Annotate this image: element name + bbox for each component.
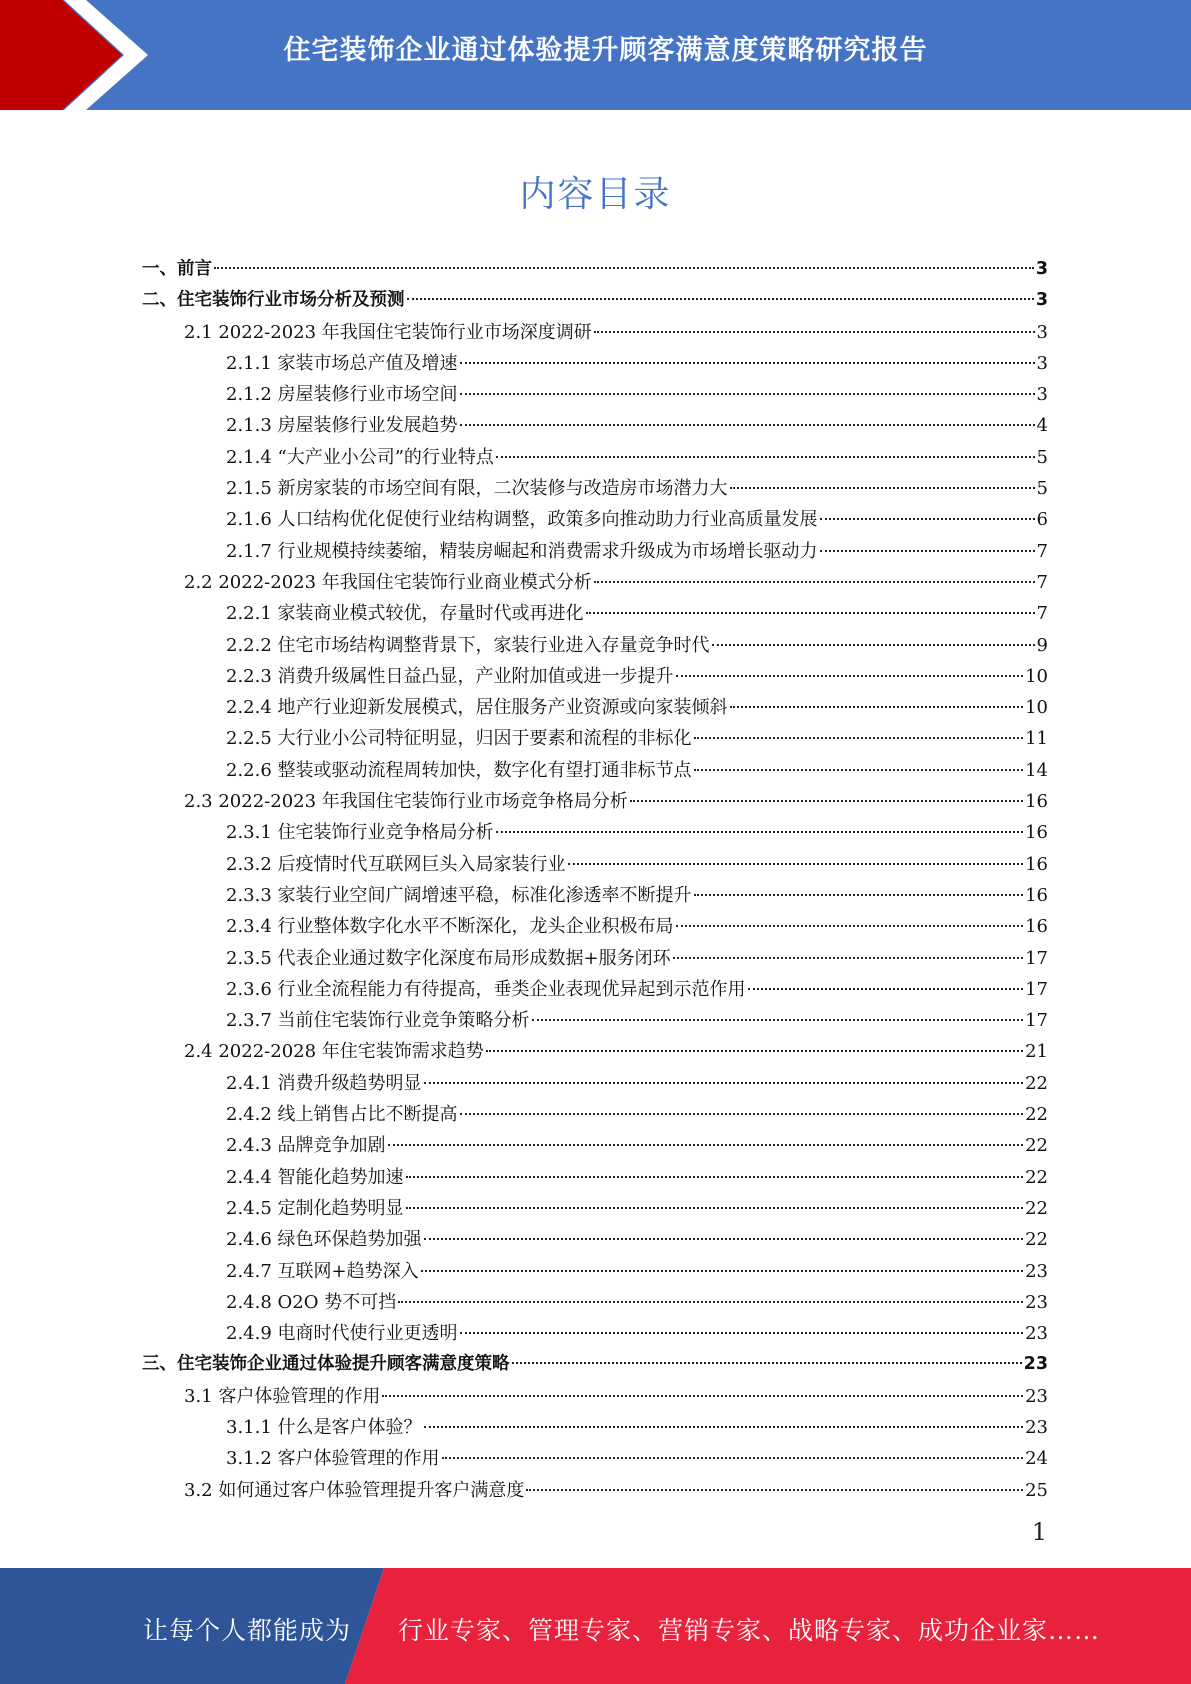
toc-entry[interactable] (142, 473, 1048, 504)
toc-entry[interactable] (142, 1099, 1048, 1130)
toc-dot-leader (460, 393, 1035, 395)
toc-entry-title: 三、住宅装饰企业通过体验提升顾客满意度策略 (142, 1354, 510, 1375)
toc-entry[interactable] (142, 630, 1048, 661)
toc-entry[interactable] (142, 379, 1048, 410)
toc-entry-page: 9 (1036, 634, 1048, 656)
toc-entry[interactable] (142, 504, 1048, 535)
toc-entry[interactable] (142, 1412, 1048, 1443)
toc-entry-title: 2.1.4 “大产业小公司”的行业特点 (226, 446, 494, 468)
toc-entry-page: 16 (1025, 822, 1048, 844)
toc-dot-leader (496, 831, 1024, 833)
toc-heading: 内容目录 (519, 174, 672, 215)
toc-dot-leader (586, 612, 1035, 614)
toc-entry-title: 2.1.3 房屋装修行业发展趋势 (226, 415, 458, 437)
toc-entry[interactable] (142, 817, 1048, 848)
toc-entry[interactable] (142, 661, 1048, 692)
toc-entry[interactable] (142, 1381, 1048, 1412)
footer-slogan-right: 行业专家、管理专家、营销专家、战略专家、成功企业家…… (398, 1616, 1101, 1645)
toc-entry[interactable] (142, 723, 1048, 754)
toc-entry-title: 2.3.6 行业全流程能力有待提高，垂类企业表现优异起到示范作用 (226, 978, 746, 1000)
toc-entry-title: 2.4 2022-2028 年住宅装饰需求趋势 (184, 1041, 484, 1063)
toc-entry-page: 22 (1025, 1197, 1048, 1219)
toc-entry-page: 16 (1025, 884, 1048, 906)
toc-dot-leader (486, 1050, 1023, 1052)
toc-entry-title: 2.4.2 线上销售占比不断提高 (226, 1104, 458, 1126)
toc-dot-leader (406, 1207, 1024, 1209)
toc-entry-page: 23 (1025, 1323, 1048, 1345)
toc-entry-page: 22 (1025, 1135, 1048, 1157)
toc-entry-page: 11 (1025, 728, 1048, 750)
toc-entry-title: 2.1 2022-2023 年我国住宅装饰行业市场深度调研 (184, 321, 592, 343)
toc-entry-page: 23 (1025, 1260, 1048, 1282)
toc-entry-title: 2.2 2022-2023 年我国住宅装饰行业商业模式分析 (184, 571, 592, 593)
toc-dot-leader (424, 1082, 1024, 1084)
toc-entry[interactable] (142, 1193, 1048, 1224)
toc-dot-leader (730, 487, 1035, 489)
toc-entry-page: 24 (1025, 1448, 1048, 1470)
toc-entry[interactable] (142, 1443, 1048, 1474)
toc-entry[interactable] (142, 567, 1048, 598)
toc-entry-page: 21 (1025, 1041, 1048, 1063)
table-of-contents (142, 254, 1048, 1506)
toc-dot-leader (424, 1238, 1024, 1240)
toc-entry[interactable] (142, 1349, 1048, 1380)
toc-dot-leader (748, 988, 1024, 990)
toc-entry[interactable] (142, 1287, 1048, 1318)
toc-dot-leader (388, 1144, 1024, 1146)
toc-dot-leader (421, 1270, 1023, 1272)
toc-entry[interactable] (142, 285, 1048, 316)
toc-dot-leader (460, 1332, 1024, 1334)
toc-entry-page: 17 (1025, 978, 1048, 1000)
toc-entry[interactable] (142, 1256, 1048, 1287)
toc-entry[interactable] (142, 410, 1048, 441)
toc-entry-page: 23 (1025, 1385, 1048, 1407)
toc-entry-title: 2.4.1 消费升级趋势明显 (226, 1072, 422, 1094)
toc-entry-page: 22 (1025, 1166, 1048, 1188)
toc-dot-leader (694, 769, 1024, 771)
toc-entry-title: 2.4.4 智能化趋势加速 (226, 1166, 404, 1188)
toc-entry-page: 17 (1025, 947, 1048, 969)
toc-entry-page: 3 (1035, 290, 1048, 311)
toc-dot-leader (424, 1426, 1024, 1428)
toc-entry[interactable] (142, 692, 1048, 723)
toc-entry-title: 2.4.6 绿色环保趋势加强 (226, 1229, 422, 1251)
toc-entry[interactable] (142, 317, 1048, 348)
toc-dot-leader (442, 1457, 1024, 1459)
toc-entry[interactable] (142, 849, 1048, 880)
toc-entry-page: 23 (1025, 1291, 1048, 1313)
toc-entry-title: 2.2.5 大行业小公司特征明显，归因于要素和流程的非标化 (226, 728, 692, 750)
toc-entry-title: 2.3.1 住宅装饰行业竞争格局分析 (226, 822, 494, 844)
toc-entry[interactable] (142, 348, 1048, 379)
toc-entry[interactable] (142, 1475, 1048, 1506)
toc-entry-page: 16 (1025, 916, 1048, 938)
toc-dot-leader (694, 737, 1024, 739)
toc-entry-title: 2.4.7 互联网+趋势深入 (226, 1260, 419, 1282)
toc-dot-leader (820, 518, 1035, 520)
toc-entry-page: 3 (1035, 259, 1048, 279)
toc-entry-page: 23 (1023, 1354, 1048, 1375)
toc-entry[interactable] (142, 1130, 1048, 1161)
toc-entry-page: 6 (1036, 509, 1048, 531)
toc-entry-page: 16 (1025, 853, 1048, 875)
toc-dot-leader (214, 267, 1034, 269)
toc-entry[interactable] (142, 786, 1048, 817)
toc-dot-leader (712, 644, 1035, 646)
toc-entry[interactable] (142, 880, 1048, 911)
toc-entry-title: 2.3.5 代表企业通过数字化深度布局形成数据+服务闭环 (226, 947, 671, 969)
toc-entry-page: 5 (1036, 478, 1048, 500)
toc-entry[interactable] (142, 755, 1048, 786)
toc-entry-title: 二、住宅装饰行业市场分析及预测 (142, 290, 405, 311)
toc-dot-leader (398, 1301, 1023, 1303)
toc-dot-leader (526, 1489, 1023, 1491)
toc-entry[interactable] (142, 254, 1048, 285)
toc-entry-title: 2.1.6 人口结构优化促使行业结构调整，政策多向推动助力行业高质量发展 (226, 509, 818, 531)
toc-entry-page: 4 (1036, 415, 1048, 437)
toc-entry-page: 17 (1025, 1010, 1048, 1032)
toc-entry-title: 3.1.2 客户体验管理的作用 (226, 1448, 440, 1470)
toc-dot-leader (407, 298, 1034, 300)
toc-entry-title: 2.3.3 家装行业空间广阔增速平稳，标准化渗透率不断提升 (226, 884, 692, 906)
toc-entry-page: 7 (1036, 540, 1048, 562)
toc-dot-leader (673, 957, 1023, 959)
toc-entry[interactable] (142, 1005, 1048, 1036)
toc-entry-title: 2.4.3 品牌竞争加剧 (226, 1135, 386, 1157)
toc-entry[interactable] (142, 974, 1048, 1005)
toc-dot-leader (730, 706, 1024, 708)
toc-entry-title: 2.2.2 住宅市场结构调整背景下，家装行业进入存量竞争时代 (226, 634, 710, 656)
toc-dot-leader (594, 581, 1035, 583)
toc-entry[interactable] (142, 1068, 1048, 1099)
toc-dot-leader (460, 362, 1035, 364)
toc-entry[interactable] (142, 943, 1048, 974)
toc-entry[interactable] (142, 1162, 1048, 1193)
toc-entry-title: 2.2.4 地产行业迎新发展模式，居住服务产业资源或向家装倾斜 (226, 697, 728, 719)
toc-entry-title: 2.4.5 定制化趋势明显 (226, 1197, 404, 1219)
toc-entry-title: 2.1.7 行业规模持续萎缩，精装房崛起和消费需求升级成为市场增长驱动力 (226, 540, 818, 562)
toc-entry-page: 10 (1025, 697, 1048, 719)
toc-entry-title: 2.2.1 家装商业模式较优，存量时代或再进化 (226, 603, 584, 625)
toc-entry-title: 2.3 2022-2023 年我国住宅装饰行业市场竞争格局分析 (184, 791, 628, 813)
toc-entry-title: 2.3.7 当前住宅装饰行业竞争策略分析 (226, 1010, 530, 1032)
toc-dot-leader (676, 925, 1024, 927)
toc-entry-page: 3 (1036, 384, 1048, 406)
toc-entry[interactable] (142, 1036, 1048, 1067)
toc-entry-page: 16 (1025, 791, 1048, 813)
toc-entry-title: 一、前言 (142, 259, 212, 279)
toc-entry-page: 25 (1025, 1479, 1048, 1501)
toc-entry-page: 23 (1025, 1416, 1048, 1438)
toc-dot-leader (512, 1362, 1022, 1364)
toc-entry[interactable] (142, 598, 1048, 629)
report-title: 住宅装饰企业通过体验提升顾客满意度策略研究报告 (283, 35, 928, 66)
toc-dot-leader (630, 800, 1023, 802)
toc-entry-title: 3.1.1 什么是客户体验？ (226, 1416, 422, 1438)
toc-dot-leader (496, 456, 1035, 458)
page-number: 1 (1031, 1518, 1047, 1546)
toc-entry-page: 10 (1025, 665, 1048, 687)
toc-entry[interactable] (142, 911, 1048, 942)
toc-entry[interactable] (142, 1224, 1048, 1255)
toc-entry-page: 22 (1025, 1072, 1048, 1094)
toc-entry-title: 2.2.3 消费升级属性日益凸显，产业附加值或进一步提升 (226, 665, 674, 687)
toc-entry-page: 7 (1036, 571, 1048, 593)
toc-entry-page: 7 (1036, 603, 1048, 625)
header-banner (0, 0, 1191, 110)
toc-dot-leader (460, 424, 1035, 426)
toc-entry[interactable] (142, 442, 1048, 473)
toc-entry-page: 22 (1025, 1104, 1048, 1126)
toc-entry-page: 3 (1036, 321, 1048, 343)
toc-entry-title: 2.2.6 整装或驱动流程周转加快，数字化有望打通非标节点 (226, 759, 692, 781)
toc-entry-title: 3.2 如何通过客户体验管理提升客户满意度 (184, 1479, 525, 1501)
toc-dot-leader (594, 331, 1035, 333)
toc-entry-page: 5 (1036, 446, 1048, 468)
toc-entry-title: 2.3.4 行业整体数字化水平不断深化，龙头企业积极布局 (226, 916, 674, 938)
toc-entry-title: 2.1.5 新房家装的市场空间有限，二次装修与改造房市场潜力大 (226, 478, 728, 500)
toc-entry-title: 2.4.9 电商时代使行业更透明 (226, 1323, 458, 1345)
toc-entry[interactable] (142, 1318, 1048, 1349)
toc-dot-leader (820, 550, 1035, 552)
toc-dot-leader (676, 675, 1024, 677)
toc-entry-title: 2.1.2 房屋装修行业市场空间 (226, 384, 458, 406)
toc-dot-leader (532, 1019, 1024, 1021)
toc-dot-leader (460, 1113, 1024, 1115)
toc-entry-title: 2.4.8 O2O 势不可挡 (226, 1291, 397, 1313)
toc-dot-leader (694, 894, 1024, 896)
toc-entry[interactable] (142, 536, 1048, 567)
toc-entry-title: 2.3.2 后疫情时代互联网巨头入局家装行业 (226, 853, 566, 875)
toc-entry-page: 3 (1036, 352, 1048, 374)
toc-entry-title: 3.1 客户体验管理的作用 (184, 1385, 381, 1407)
toc-dot-leader (382, 1395, 1023, 1397)
toc-entry-title: 2.1.1 家装市场总产值及增速 (226, 352, 458, 374)
toc-dot-leader (568, 863, 1024, 865)
footer-banner (0, 1568, 1191, 1684)
toc-dot-leader (406, 1176, 1024, 1178)
toc-entry-page: 14 (1025, 759, 1048, 781)
toc-entry-page: 22 (1025, 1229, 1048, 1251)
footer-slogan-left: 让每个人都能成为 (143, 1616, 352, 1645)
